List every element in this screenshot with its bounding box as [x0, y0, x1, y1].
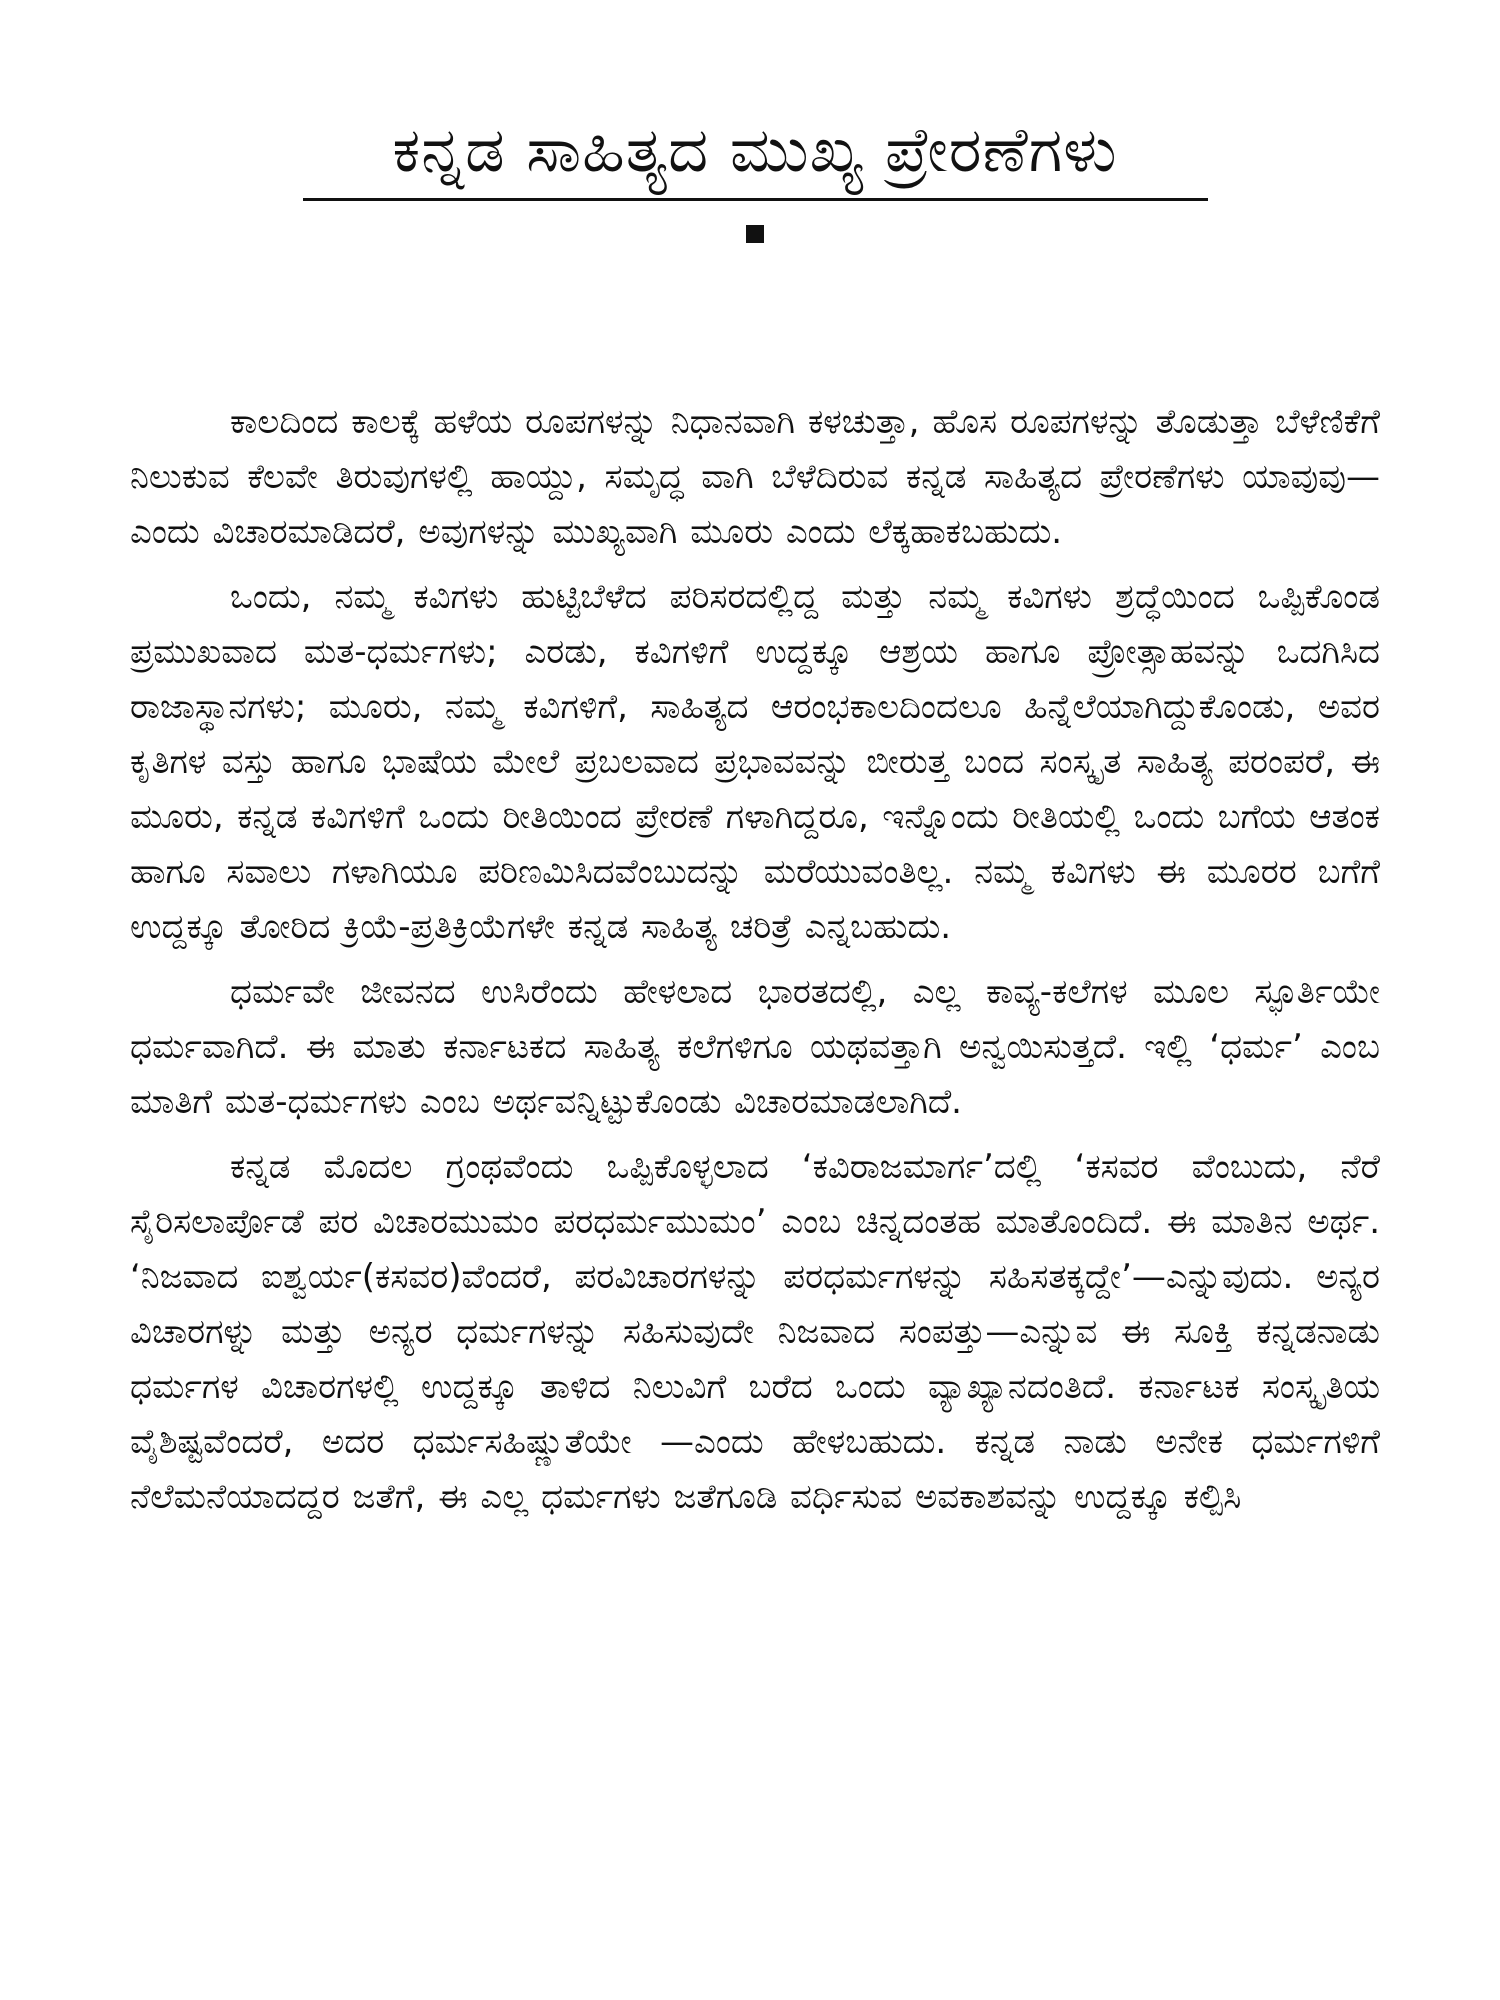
chapter-title: ಕನ್ನಡ ಸಾಹಿತ್ಯದ ಮುಖ್ಯ ಪ್ರೇರಣೆಗಳು: [392, 113, 1118, 186]
paragraph-4: ಕನ್ನಡ ಮೊದಲ ಗ್ರಂಥವೆಂದು ಒಪ್ಪಿಕೊಳ್ಳಲಾದ ‘ಕವಿರಾಜಮಾರ್ಗ’ದಲ್ಲಿ ‘ಕಸವರ ವೆಂಬುದು, ನೆರೆ ಸೈರಿಸಲಾರ್ಪೊಡೆ ಪರ ವಿಚಾರಮುಮಂ ಪರಧರ್ಮಮುಮಂ’ ಎಂಬ ಚಿನ್ನದಂತಹ ಮಾತೊಂದಿದೆ. ಈ ಮಾತಿನ ಅರ್ಥ. ‘ನಿಜವಾದ ಐಶ್ವರ್ಯ(ಕಸವರ)ವೆಂದರೆ, ಪರವಿಚಾರಗಳನ್ನು ಪರಧರ್ಮಗಳನ್ನು ಸಹಿಸತಕ್ಕದ್ದೇ’—ಎನ್ನುವುದು. ಅನ್ಯರ ವಿಚಾರಗಳ್ನು ಮತ್ತು ಅನ್ಯರ ಧರ್ಮಗಳನ್ನು ಸಹಿಸುವುದೇ ನಿಜವಾದ ಸಂಪತ್ತು—ಎನ್ನುವ ಈ ಸೂಕ್ತಿ ಕನ್ನಡನಾಡು ಧರ್ಮಗಳ ವಿಚಾರಗಳಲ್ಲಿ ಉದ್ದಕ್ಕೂ ತಾಳಿದ ನಿಲುವಿಗೆ ಬರೆದ ಒಂದು ವ್ಯಾಖ್ಯಾನದಂತಿದೆ. ಕರ್ನಾಟಕ ಸಂಸ್ಕೃತಿಯ ವೈಶಿಷ್ಟವೆಂದರೆ, ಅದರ ಧರ್ಮಸಹಿಷ್ಣುತೆಯೇ —ಎಂದು ಹೇಳಬಹುದು. ಕನ್ನಡ ನಾಡು ಅನೇಕ ಧರ್ಮಗಳಿಗೆ ನೆಲೆಮನೆಯಾದದ್ದರ ಜತೆಗೆ, ಈ ಎಲ್ಲ ಧರ್ಮಗಳು ಜತೆಗೂಡಿ ವರ್ಧಿಸುವ ಅವಕಾಶವನ್ನು ಉದ್ದಕ್ಕೂ ಕಲ್ಪಿಸಿ: [130, 1147, 1380, 1517]
square-ornament-icon: [746, 225, 764, 243]
chapter-body: [130, 395, 1380, 1535]
document-page: [130, 0, 1380, 2000]
paragraph-1: ಕಾಲದಿಂದ ಕಾಲಕ್ಕೆ ಹಳೆಯ ರೂಪಗಳನ್ನು ನಿಧಾನವಾಗಿ ಕಳಚುತ್ತಾ, ಹೊಸ ರೂಪಗಳನ್ನು ತೊಡುತ್ತಾ ಬೆಳೆಣಿಕೆಗೆ ನಿಲುಕುವ ಕೆಲವೇ ತಿರುವುಗಳಲ್ಲಿ ಹಾಯ್ದು, ಸಮೃದ್ಧ ವಾಗಿ ಬೆಳೆದಿರುವ ಕನ್ನಡ ಸಾಹಿತ್ಯದ ಪ್ರೇರಣೆಗಳು ಯಾವುವು—ಎಂದು ವಿಚಾರಮಾಡಿದರೆ, ಅವುಗಳನ್ನು ಮುಖ್ಯವಾಗಿ ಮೂರು ಎಂದು ಲೆಕ್ಕಹಾಕಬಹುದು.: [130, 402, 1380, 552]
title-underline: [303, 198, 1208, 201]
chapter-header: [130, 110, 1380, 243]
paragraph-2: ಒಂದು, ನಮ್ಮ ಕವಿಗಳು ಹುಟ್ಟಿಬೆಳೆದ ಪರಿಸರದಲ್ಲಿದ್ದ ಮತ್ತು ನಮ್ಮ ಕವಿಗಳು ಶ್ರದ್ಧೆಯಿಂದ ಒಪ್ಪಿಕೊಂಡ ಪ್ರಮುಖವಾದ ಮತ-ಧರ್ಮಗಳು; ಎರಡು, ಕವಿಗಳಿಗೆ ಉದ್ದಕ್ಕೂ ಆಶ್ರಯ ಹಾಗೂ ಪ್ರೋತ್ಸಾಹವನ್ನು ಒದಗಿಸಿದ ರಾಜಾಸ್ಥಾನಗಳು; ಮೂರು, ನಮ್ಮ ಕವಿಗಳಿಗೆ, ಸಾಹಿತ್ಯದ ಆರಂಭಕಾಲದಿಂದಲೂ ಹಿನ್ನೆಲೆಯಾಗಿದ್ದುಕೊಂಡು, ಅವರ ಕೃತಿಗಳ ವಸ್ತು ಹಾಗೂ ಭಾಷೆಯ ಮೇಲೆ ಪ್ರಬಲವಾದ ಪ್ರಭಾವವನ್ನು ಬೀರುತ್ತ ಬಂದ ಸಂಸ್ಕೃತ ಸಾಹಿತ್ಯ ಪರಂಪರೆ, ಈ ಮೂರು, ಕನ್ನಡ ಕವಿಗಳಿಗೆ ಒಂದು ರೀತಿಯಿಂದ ಪ್ರೇರಣೆ ಗಳಾಗಿದ್ದರೂ, ಇನ್ನೊಂದು ರೀತಿಯಲ್ಲಿ ಒಂದು ಬಗೆಯ ಆತಂಕ ಹಾಗೂ ಸವಾಲು ಗಳಾಗಿಯೂ ಪರಿಣಮಿಸಿದವೆಂಬುದನ್ನು ಮರೆಯುವಂತಿಲ್ಲ. ನಮ್ಮ ಕವಿಗಳು ಈ ಮೂರರ ಬಗೆಗೆ ಉದ್ದಕ್ಕೂ ತೋರಿದ ಕ್ರಿಯೆ-ಪ್ರತಿಕ್ರಿಯೆಗಳೇ ಕನ್ನಡ ಸಾಹಿತ್ಯ ಚರಿತ್ರೆ ಎನ್ನಬಹುದು.: [130, 577, 1380, 947]
paragraph-3: ಧರ್ಮವೇ ಜೀವನದ ಉಸಿರೆಂದು ಹೇಳಲಾದ ಭಾರತದಲ್ಲಿ, ಎಲ್ಲ ಕಾವ್ಯ-ಕಲೆಗಳ ಮೂಲ ಸ್ಫೂರ್ತಿಯೇ ಧರ್ಮವಾಗಿದೆ. ಈ ಮಾತು ಕರ್ನಾಟಕದ ಸಾಹಿತ್ಯ ಕಲೆಗಳಿಗೂ ಯಥವತ್ತಾಗಿ ಅನ್ವಯಿಸುತ್ತದೆ. ಇಲ್ಲಿ ‘ಧರ್ಮ’ ಎಂಬ ಮಾತಿಗೆ ಮತ-ಧರ್ಮಗಳು ಎಂಬ ಅರ್ಥವನ್ನಿಟ್ಟುಕೊಂಡು ವಿಚಾರಮಾಡಲಾಗಿದೆ.: [130, 972, 1380, 1122]
